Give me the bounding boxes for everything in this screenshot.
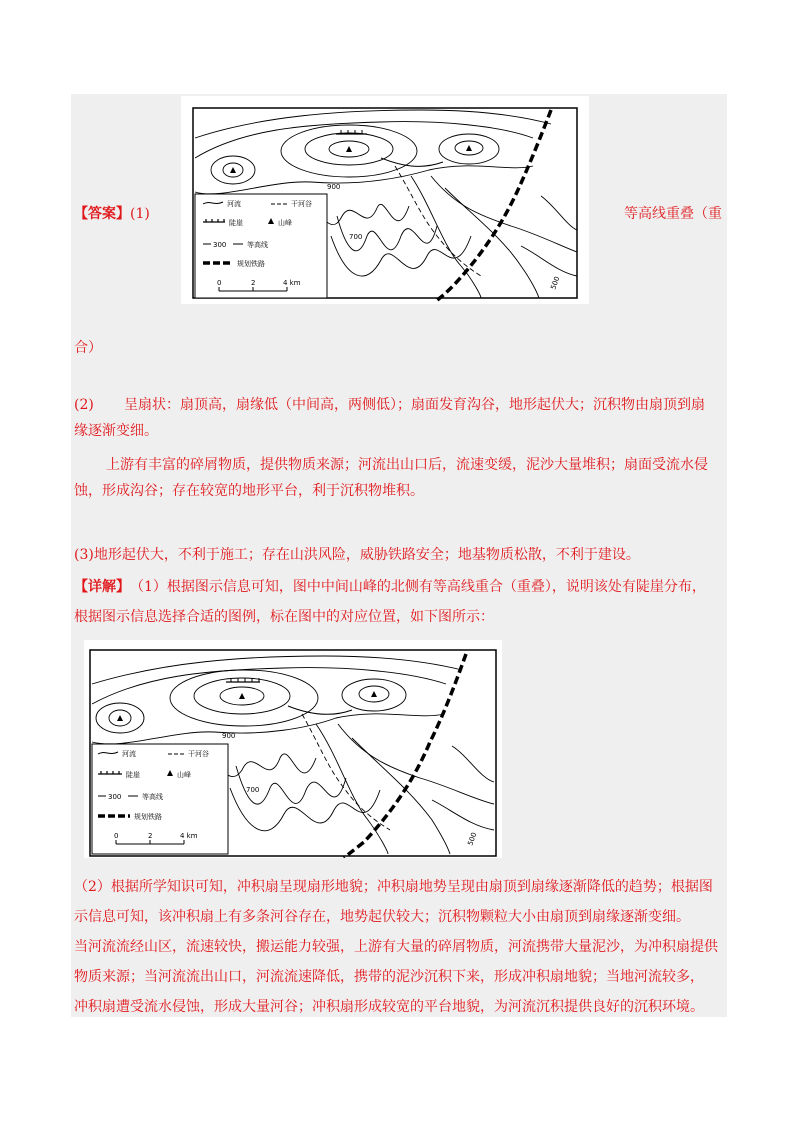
detail-p2-line1: （2）根据所学知识可知，冲积扇呈现扇形地貌；冲积扇地势呈现由扇顶到扇缘逐渐降低的趋势；根据图 [74,879,713,895]
map2-peak-icon [239,693,245,699]
map1-peak-icon [346,146,352,152]
answer-part2-line1: 呈扇状：扇顶高，扇缘低（中间高，两侧低）；扇面发育沟谷，地形起伏大；沉积物由扇顶到扇 [124,397,705,413]
map1-label-900: 900 [327,183,341,191]
answer-part1-text: 等高线重叠（重 [624,206,722,222]
map2-scale-4: 4 km [180,832,198,840]
map1-scale-2: 2 [251,279,256,287]
detail-line1: （1）根据图示信息可知，图中中间山峰的北侧有等高线重合（重叠），说明该处有陡崖分布， [130,579,706,595]
answer-tag: 【答案】 [74,206,130,222]
map1-dry-valley [395,166,481,276]
map2-label-500: 500 [466,831,479,847]
map2-contour [452,746,494,782]
map2-contour [338,724,494,804]
map2-contour [230,788,380,831]
map1-legend-cliff: 陡崖 [229,219,243,227]
contour-map-2 [84,640,502,858]
map1-legend-river: 河流 [227,200,241,208]
map1-peak-icon [230,167,236,173]
answer-part2-number: (2) [74,397,94,413]
map2-contour [92,668,446,704]
map1-legend-railway: 规划铁路 [237,260,265,268]
map2-label-700: 700 [246,786,260,794]
map2-peak-icon [371,691,377,697]
map1-legend-contour: 等高线 [247,241,268,249]
map1-scale-0: 0 [217,279,222,287]
answer-part3: (3)地形起伏大，不利于施工；存在山洪风险，威胁铁路安全；地基物质松散，不利于建设。 [74,547,640,563]
map2-legend-cliff: 陡崖 [126,771,140,779]
map2-label-900: 900 [222,732,236,740]
map2-legend-contour: 等高线 [142,793,163,801]
answer-part2-line3: 上游有丰富的碎屑物质，提供物质来源；河流出山口后，流速变缓，泥沙大量堆积；扇面受流水侵 [106,457,708,473]
map2-legend-contour-value: 300 [108,793,122,801]
map1-label-700: 700 [349,233,363,241]
map2-contour [432,800,494,830]
map2-contour [92,714,444,744]
map1-railway [435,110,551,302]
map1-contour [541,196,577,230]
detail-tag: 【详解】 [74,579,130,595]
map1-contour [195,122,533,158]
detail-p2-line3: 当河流流经山区，流速较快，搬运能力较强，上游有大量的碎屑物质，河流携带大量泥沙，为冲积扇提供 [74,939,718,955]
map2-legend-valley: 干河谷 [188,750,209,758]
map2-legend-railway: 规划铁路 [134,813,162,821]
map2-railway [344,654,466,858]
map1-contour [195,166,533,194]
map1-contour [331,236,471,276]
detail-p2-line2: 示信息可知，该冲积扇上有多条河谷存在，地势起伏较大；沉积物颗粒大小由扇顶到扇缘逐渐变细。 [74,909,690,925]
map1-legend-peak: 山峰 [278,219,292,227]
map2-legend-peak: 山峰 [177,771,191,779]
map1-legend-contour-value: 300 [213,241,227,249]
map1-river [381,158,443,166]
map2-contour [92,656,462,684]
answer-part1-wrap: 合） [74,340,102,356]
contour-map-2-svg [84,640,502,858]
map2-legend-river: 河流 [122,750,136,758]
map1-contour [195,110,551,138]
map1-peak-icon [466,145,472,151]
contour-map-1 [181,96,589,304]
map2-dry-valley [302,714,390,830]
map1-legend-valley: 干河谷 [291,200,312,208]
map1-scale-4: 4 km [283,279,301,287]
map1-label-500: 500 [549,275,562,291]
detail-line2: 根据图示信息选择合适的图例，标在图中的对应位置，如下图所示： [74,609,494,625]
map2-scale-0: 0 [114,832,119,840]
answer-part1-number: (1) [130,206,150,222]
map2-scale-2: 2 [148,832,153,840]
map2-contour [316,724,388,854]
detail-p2-line5: 冲积扇遭受流水侵蚀，形成大量河谷；冲积扇形成较宽的平台地貌，为河流沉积提供良好的沉积环境。 [74,999,704,1015]
answer-part2-line4: 蚀，形成沟谷；存在较宽的地形平台，利于沉积物堆积。 [74,483,424,499]
map1-contour [521,246,577,276]
contour-map-1-svg [181,96,589,304]
map2-river [288,706,352,714]
map2-peak-icon [117,715,123,721]
detail-p2-line4: 物质来源；当河流流出山口，河流流速降低，携带的泥沙沉积下来，形成冲积扇地貌；当地河流较多， [74,969,704,985]
answer-part2-line2: 缘逐渐变细。 [74,423,158,439]
